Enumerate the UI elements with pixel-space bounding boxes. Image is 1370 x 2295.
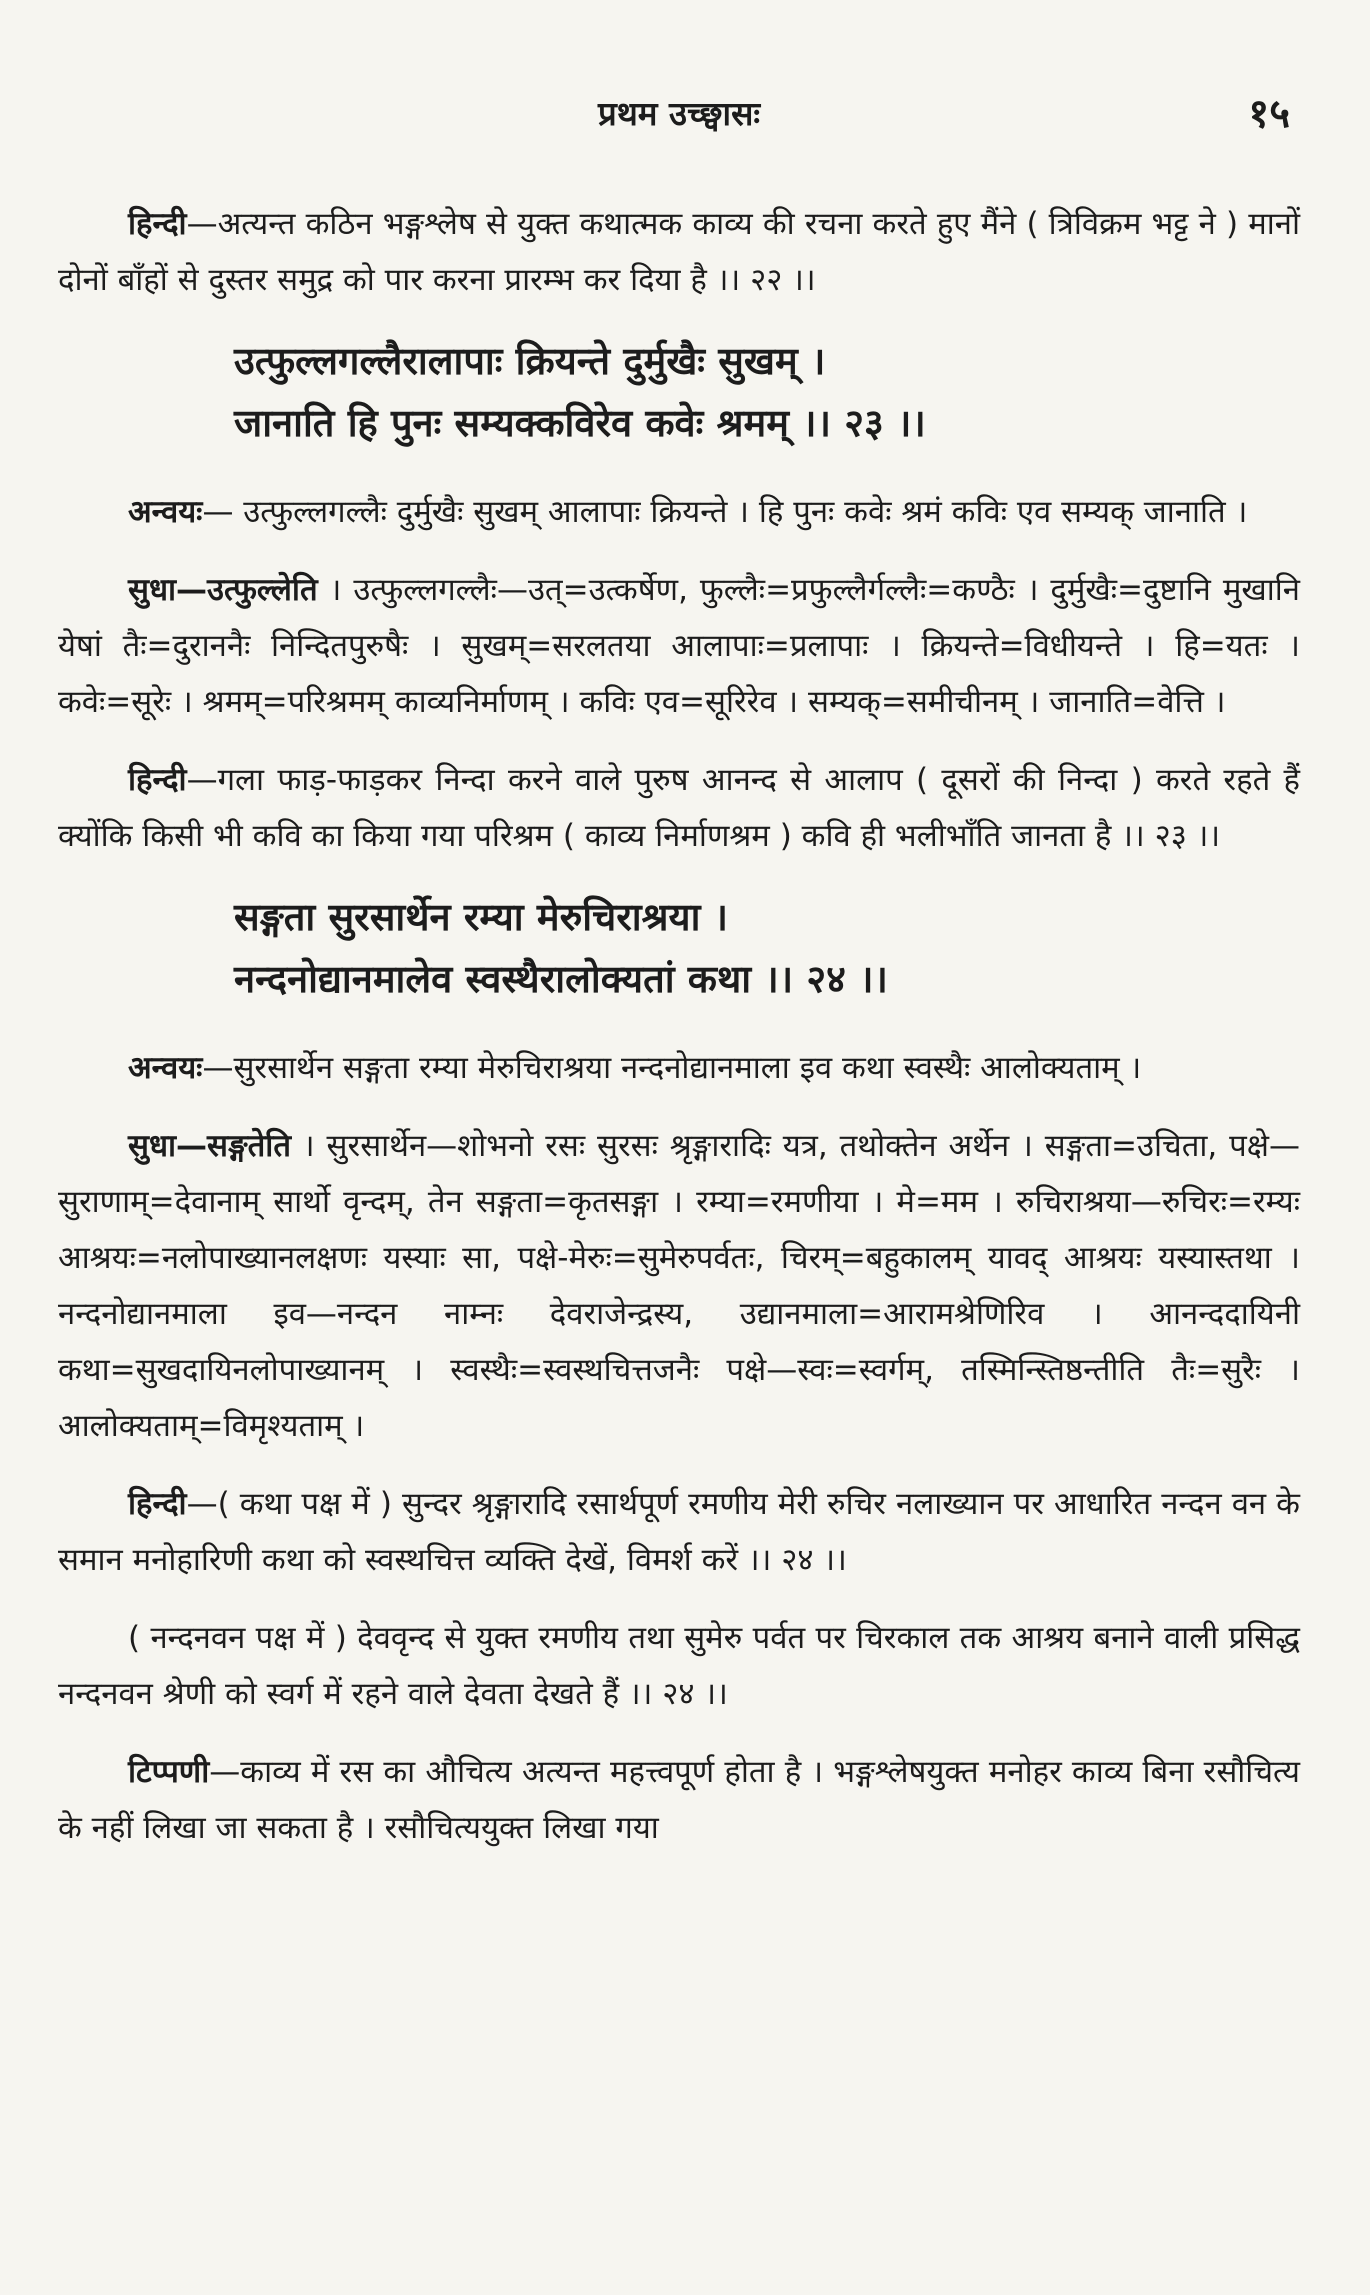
sudha-label: सुधा—सङ्गतेति: [128, 1128, 291, 1164]
verse-line-1: उत्फुल्लगल्लैरालापाः क्रियन्ते दुर्मुखैः सुखम् ।: [234, 339, 826, 383]
hindi-translation-22: [58, 196, 1300, 308]
sudha-text: । सुरसार्थेन—शोभनो रसः सुरसः श्रृङ्गारादिः यत्र, तथोक्तेन अर्थेन । सङ्गता=उचिता, पक्षे—सुराणाम्=देवानाम् सार्थो वृन्दम्, तेन सङ्गता=कृतसङ्गा । रम्या=रमणीया । मे=मम । रुचिराश्रया—रुचिरः=रम्यः आश्रयः=नलोपाख्यानलक्षणः यस्याः सा, पक्षे-मेरुः=सुमेरुपर्वतः, चिरम्=बहुकालम् यावद् आश्रयः यस्यास्तथा । नन्दनोद्यानमाला इव—नन्दन नाम्नः देवराजेन्द्रस्य, उद्यानमाला=आरामश्रेणिरिव । आनन्ददायिनी कथा=सुखदायिनलोपाख्यानम् । स्वस्थैः=स्वस्थचित्तजनैः पक्षे—स्वः=स्वर्गम्, तस्मिन्स्तिष्ठन्तीति तैः=सुरैः । आलोक्यताम्=विमृश्यताम् ।: [58, 1128, 1300, 1444]
hindi-label: हिन्दी: [128, 1486, 187, 1522]
hindi-text: —गला फाड़-फाड़कर निन्दा करने वाले पुरुष आनन्द से आलाप ( दूसरों की निन्दा ) करते रहते हैं क्योंकि किसी भी कवि का किया गया परिश्रम ( काव्य निर्माणश्रम ) कवि ही भलीभाँति जानता है ।। २३ ।।: [58, 762, 1300, 854]
sudha-commentary-23: [58, 562, 1300, 730]
anvaya-24: [58, 1040, 1300, 1096]
hindi-translation-24-nandanavana: ( नन्दनवन पक्ष में ) देववृन्द से युक्त रमणीय तथा सुमेरु पर्वत पर चिरकाल तक आश्रय बनाने वाली प्रसिद्ध नन्दनवन श्रेणी को स्वर्ग में रहने वाले देवता देखते हैं ।। २४ ।।: [58, 1620, 1300, 1712]
tippani-note: [58, 1744, 1300, 1856]
tippani-text: —काव्य में रस का औचित्य अत्यन्त महत्त्वपूर्ण होता है । भङ्गश्लेषयुक्त मनोहर काव्य बिना रसौचित्य के नहीं लिखा जा सकता है । रसौचित्ययुक्त लिखा गया: [58, 1754, 1300, 1846]
tippani-label: टिप्पणी: [128, 1754, 210, 1790]
page-header: [58, 80, 1300, 140]
anvaya-23: [58, 484, 1300, 540]
sudha-text: । उत्फुल्लगल्लैः—उत्=उत्कर्षेण, फुल्लैः=प्रफुल्लैर्गल्लैः=कण्ठैः । दुर्मुखैः=दुष्टानि मुखानि येषां तैः=दुराननैः निन्दितपुरुषैः । सुखम्=सरलतया आलापाः=प्रलापाः । क्रियन्ते=विधीयन्ते । हि=यतः । कवेः=सूरेः । श्रमम्=परिश्रमम् काव्यनिर्माणम् । कविः एव=सूरिरेव । सम्यक्=समीचीनम् । जानाति=वेत्ति ।: [58, 572, 1300, 720]
hindi-translation-23: [58, 752, 1300, 864]
hindi-text: —( कथा पक्ष में ) सुन्दर श्रृङ्गारादि रसार्थपूर्ण रमणीय मेरी रुचिर नलाख्यान पर आधारित नन्दन वन के समान मनोहारिणी कथा को स्वस्थचित्त व्यक्ति देखें, विमर्श करें ।। २४ ।।: [58, 1486, 1300, 1578]
anvaya-text: —सुरसार्थेन सङ्गता रम्या मेरुचिराश्रया नन्दनोद्यानमाला इव कथा स्वस्थैः आलोक्यताम् ।: [202, 1050, 1142, 1086]
hindi-translation-24-katha: [58, 1476, 1300, 1588]
anvaya-label: अन्वयः: [128, 494, 203, 530]
verse-line-2: नन्दनोद्यानमालेव स्वस्थैरालोक्यतां कथा ।। २४ ।।: [234, 957, 888, 1001]
verse-line-2: जानाति हि पुनः सम्यक्कविरेव कवेः श्रमम् ।। २३ ।।: [234, 401, 926, 445]
sudha-commentary-24: [58, 1118, 1300, 1454]
verse-line-1: सङ्गता सुरसार्थेन रम्या मेरुचिराश्रया ।: [234, 895, 729, 939]
running-title: प्रथम उच्छ्वासः: [597, 94, 761, 133]
hindi-label: हिन्दी: [128, 206, 187, 242]
anvaya-text: — उत्फुल्लगल्लैः दुर्मुखैः सुखम् आलापाः क्रियन्ते । हि पुनः कवेः श्रमं कविः एव सम्यक् जानाति ।: [202, 494, 1248, 530]
anvaya-label: अन्वयः: [128, 1050, 203, 1086]
page-number: १५: [1248, 91, 1290, 137]
sudha-label: सुधा—उत्फुल्लेति: [128, 572, 318, 608]
verse-23: [234, 330, 1300, 454]
verse-24: [234, 886, 1300, 1010]
hindi-text: —अत्यन्त कठिन भङ्गश्लेष से युक्त कथात्मक काव्य की रचना करते हुए मैंने ( त्रिविक्रम भट्ट ने ) मानों दोनों बाँहों से दुस्तर समुद्र को पार करना प्रारम्भ कर दिया है ।। २२ ।।: [58, 206, 1300, 298]
hindi-label: हिन्दी: [128, 762, 187, 798]
